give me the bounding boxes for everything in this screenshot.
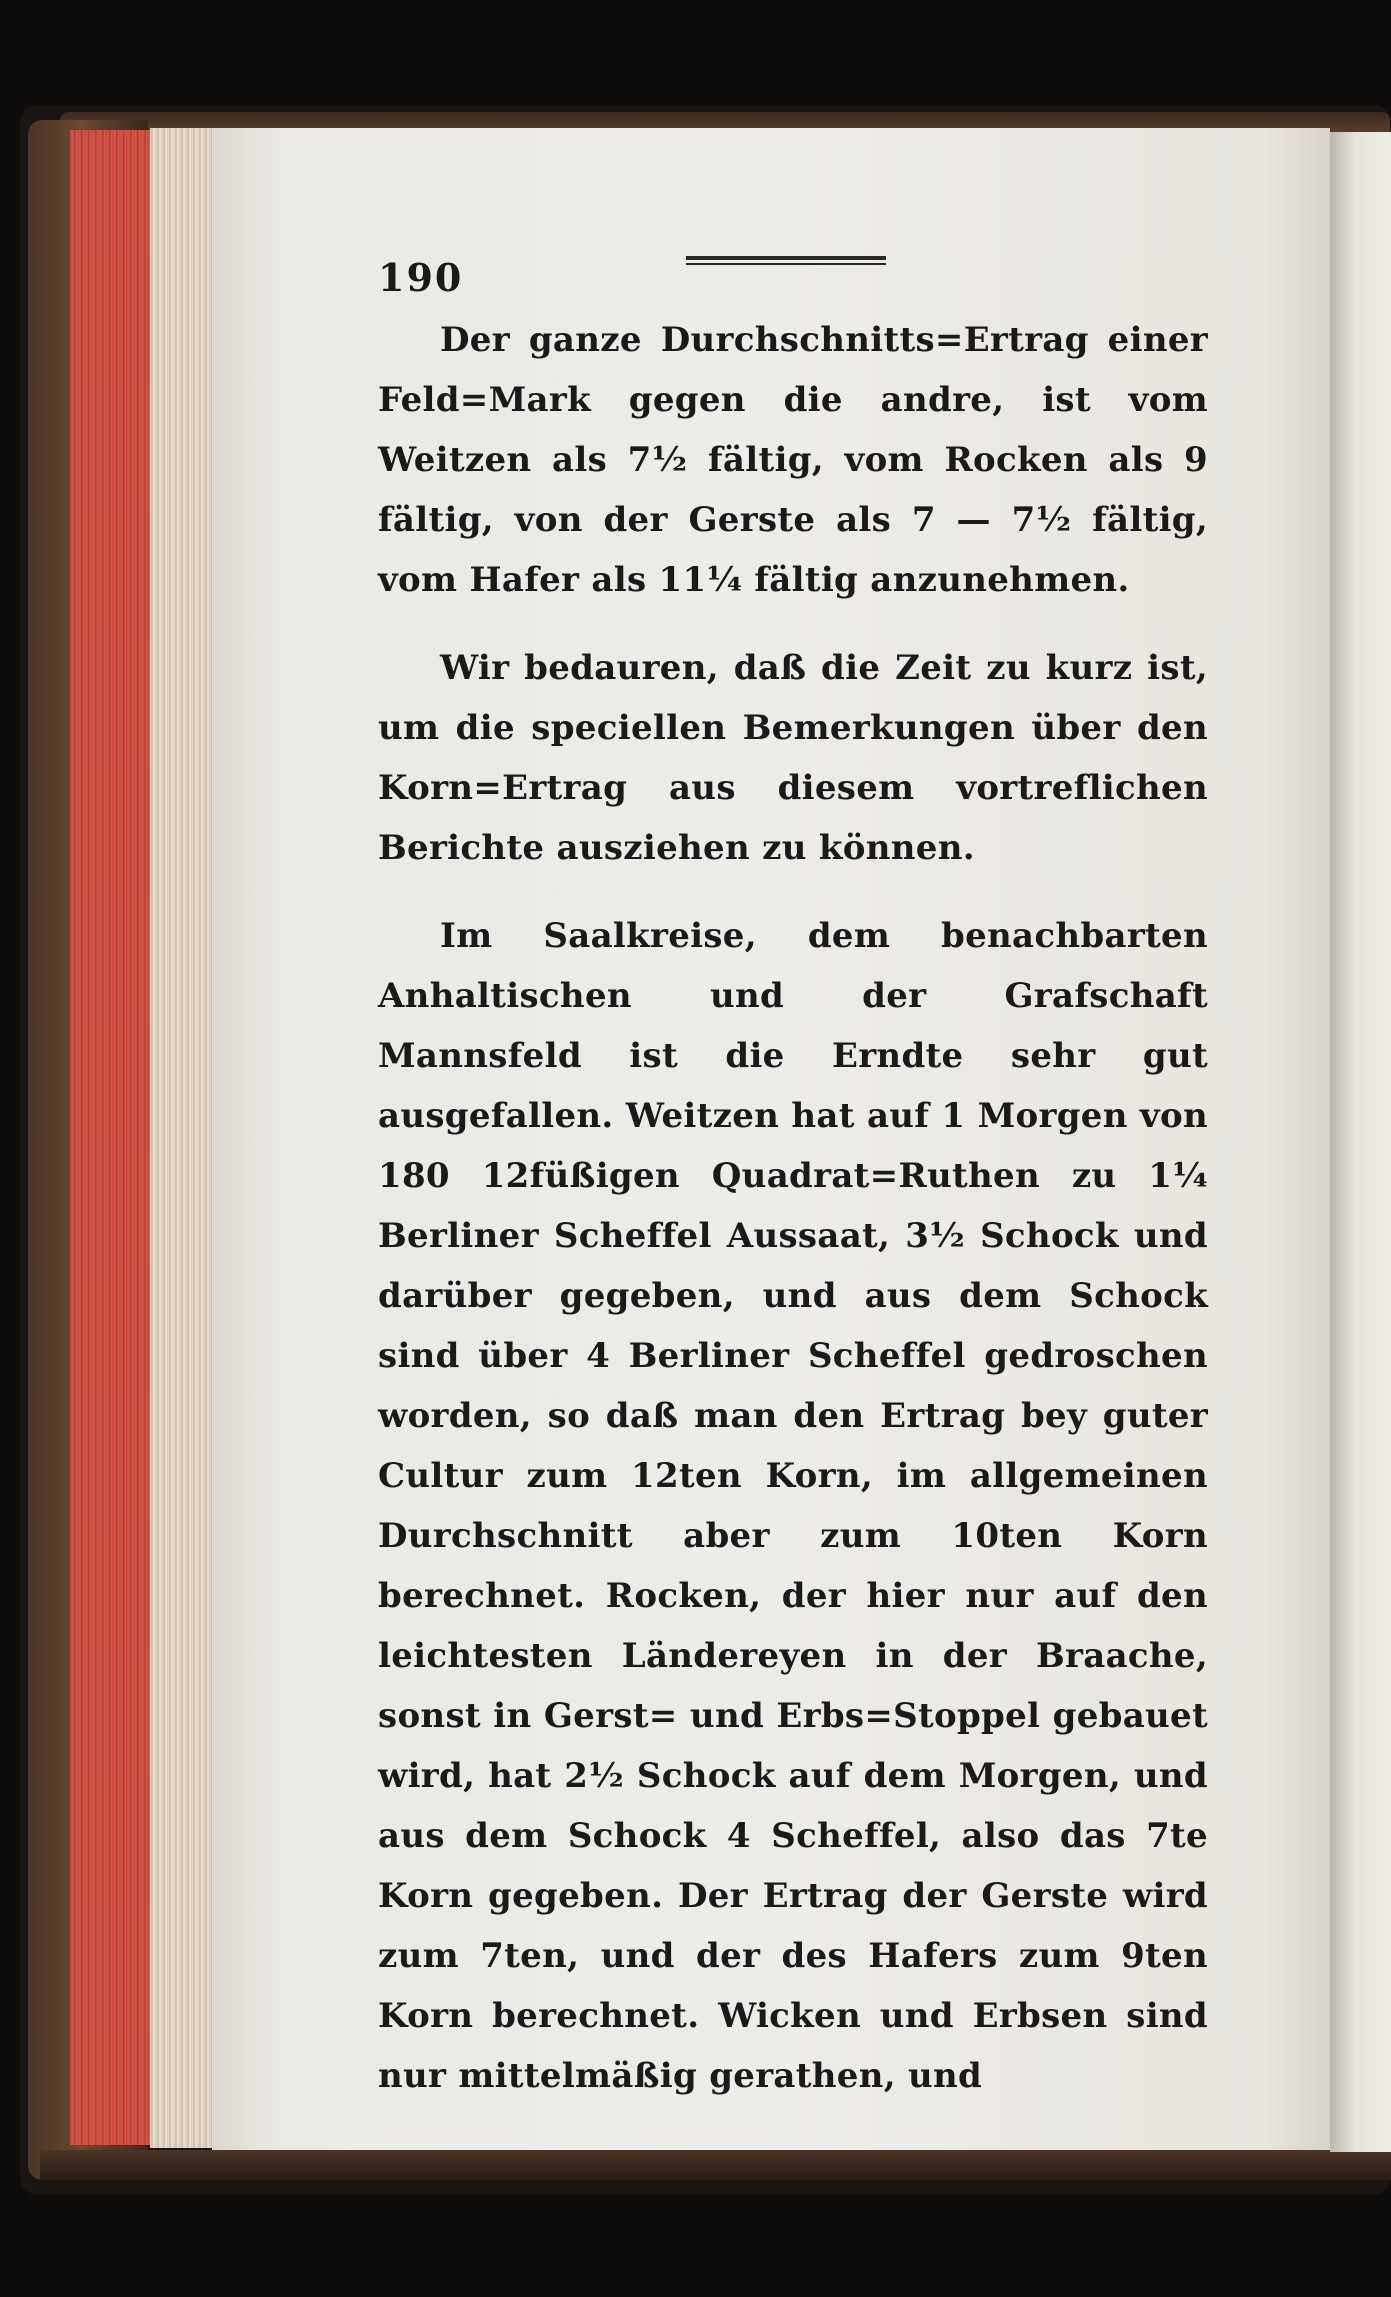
- header-rule: [686, 254, 886, 268]
- paragraph-3: Im Saalkreise, dem benachbarten Anhaltischen und der Grafschaft Mannsfeld ist die Erndte sehr gut ausgefallen. Weitzen hat auf 1 Morgen von 180 12füßigen Quadrat=Ruthen zu 1¼ Berliner Scheffel Aussaat, 3½ Schock und darüber gegeben, und aus dem Schock sind über 4 Berliner Scheffel gedroschen worden, so daß man den Ertrag bey guter Cultur zum 12ten Korn, im allgemeinen Durchschnitt aber zum 10ten Korn berechnet. Rocken, der hier nur auf den leichtesten Ländereyen in der Braache, sonst in Gerst= und Erbs=Stoppel gebauet wird, hat 2½ Schock auf dem Morgen, und aus dem Schock 4 Scheffel, also das 7te Korn gegeben. Der Ertrag der Gerste wird zum 7ten, und der des Hafers zum 9ten Korn berechnet. Wicken und Erbsen sind nur mittelmäßig gerathen, und: [378, 916, 1208, 2096]
- paragraph-2: Wir bedauren, daß die Zeit zu kurz ist, um die speciellen Bemerkungen über den Korn=Ertrag aus diesem vortreflichen Berichte ausziehen zu können.: [378, 648, 1208, 868]
- book-cover-bottom-edge: [40, 2150, 1391, 2180]
- paragraph-1: Der ganze Durchschnitts=Ertrag einer Feld=Mark gegen die andre, ist vom Weitzen als 7½ fältig, vom Rocken als 9 fältig, von der Gerste als 7 — 7½ fältig, vom Hafer als 11¼ fältig anzunehmen.: [378, 320, 1208, 600]
- page-number: 190: [378, 255, 464, 300]
- page-text-block: [378, 240, 1208, 2106]
- facing-page-edge: [1330, 132, 1391, 2152]
- page-header: [378, 240, 1208, 310]
- page-block-edges: [150, 128, 220, 2148]
